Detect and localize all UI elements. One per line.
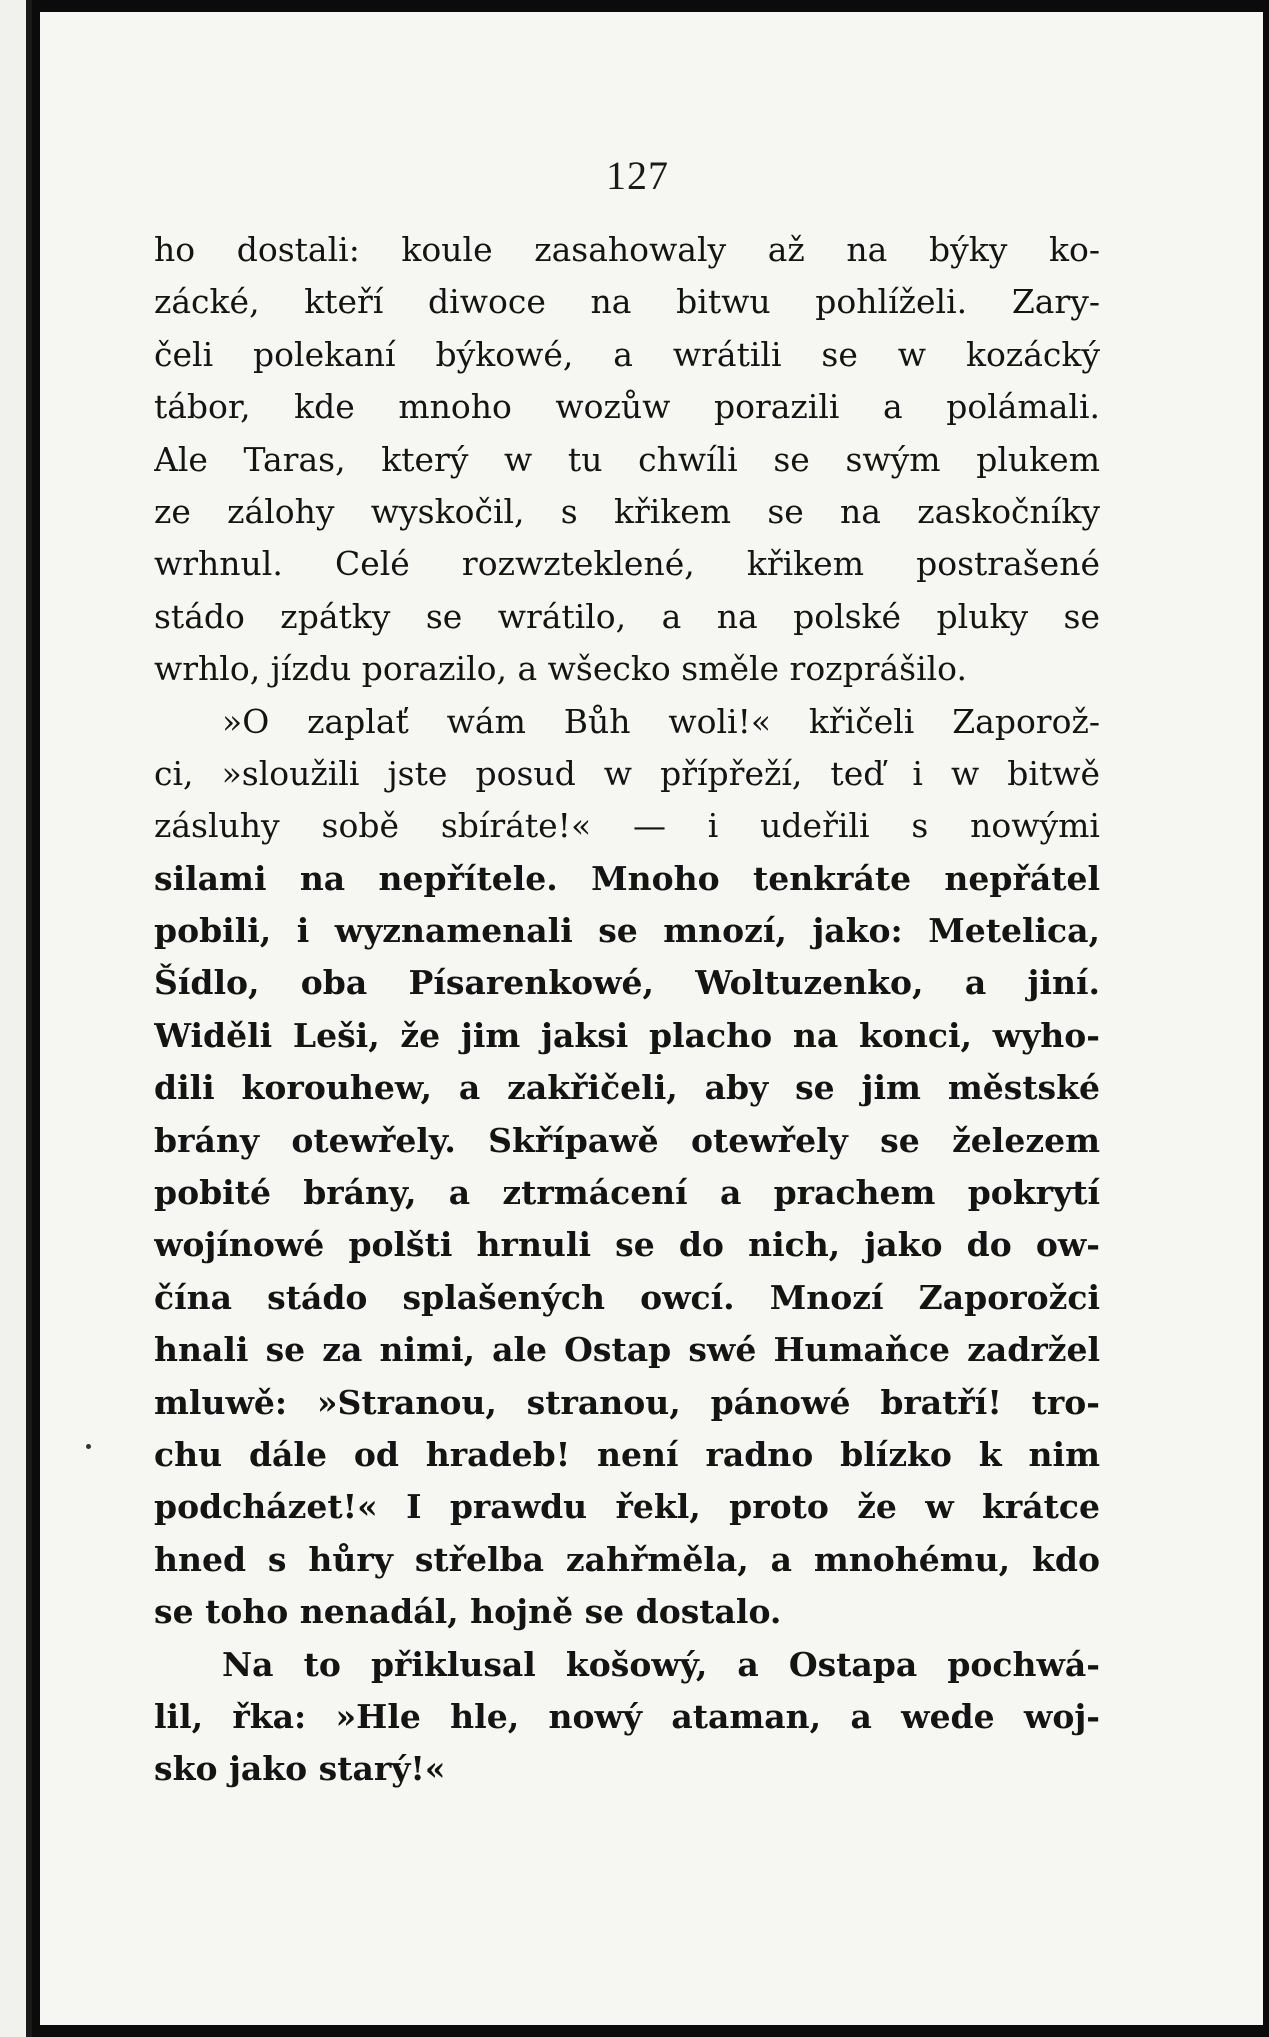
text-line: wrhlo, jízdu porazilo, a wšecko směle rozprášilo. bbox=[154, 649, 967, 689]
text-line: hnali se za nimi, ale Ostap swé Humaňce zadržel bbox=[154, 1330, 1100, 1370]
text-line: lil, řka: »Hle hle, nowý ataman, a wede woj- bbox=[154, 1696, 1100, 1736]
text-line: ci, »sloužili jste posud w přípřeží, teď i w bitwě bbox=[154, 753, 1100, 793]
text-line: chu dále od hradeb! není radno blízko k nim bbox=[154, 1434, 1100, 1474]
book-page bbox=[40, 12, 1263, 2025]
text-line: silami na nepřítele. Mnoho tenkráte nepřátel bbox=[154, 858, 1100, 898]
text-line: zásluhy sobě sbíráte!« — i udeřili s nowými bbox=[154, 806, 1100, 846]
text-line: Šídlo, oba Písarenkowé, Woltuzenko, a jiní. bbox=[154, 963, 1100, 1003]
text-line: dili korouhew, a zakřičeli, aby se jim městské bbox=[154, 1068, 1100, 1108]
text-line: ze zálohy wyskočil, s křikem se na zaskočníky bbox=[154, 491, 1100, 531]
text-line: podcházet!« I prawdu řekl, proto že w krátce bbox=[154, 1487, 1100, 1527]
text-line: mluwě: »Stranou, stranou, pánowé bratří! tro- bbox=[154, 1382, 1100, 1422]
text-line: čeli polekaní býkowé, a wrátili se w kozácký bbox=[154, 334, 1100, 374]
text-line: Ale Taras, který w tu chwíli se swým plukem bbox=[154, 439, 1100, 479]
text-line: »O zaplať wám Bůh woli!« křičeli Zaporož- bbox=[222, 701, 1100, 741]
ink-speck bbox=[86, 1444, 91, 1449]
text-line: stádo zpátky se wrátilo, a na polské pluky se bbox=[154, 596, 1100, 636]
text-line: Na to přiklusal košowý, a Ostapa pochwá- bbox=[222, 1644, 1100, 1684]
text-line: brány otewřely. Skřípawě otewřely se železem bbox=[154, 1120, 1100, 1160]
text-line: Widěli Leši, že jim jaksi placho na konci, wyho- bbox=[154, 1015, 1100, 1055]
text-line: čína stádo splašených owcí. Mnozí Zaporožci bbox=[154, 1277, 1100, 1317]
text-line: ho dostali: koule zasahowaly až na býky ko- bbox=[154, 230, 1100, 269]
page-number: 127 bbox=[606, 153, 669, 198]
text-line: zácké, kteří diwoce na bitwu pohlíželi. Zary- bbox=[154, 282, 1100, 322]
text-line: tábor, kde mnoho wozůw porazili a polámali. bbox=[154, 387, 1100, 427]
text-line: hned s hůry střelba zahřměla, a mnohému, kdo bbox=[154, 1539, 1100, 1579]
book-gutter bbox=[26, 0, 32, 2037]
text-line: se toho nenadál, hojně se dostalo. bbox=[154, 1592, 782, 1632]
text-line: wrhnul. Celé rozwzteklené, křikem postrašené bbox=[154, 544, 1100, 584]
text-line: pobité brány, a ztrmácení a prachem pokrytí bbox=[154, 1173, 1100, 1213]
text-line: pobili, i wyznamenali se mnozí, jako: Metelica, bbox=[154, 911, 1100, 951]
text-line: wojínowé polšti hrnuli se do nich, jako do ow- bbox=[154, 1225, 1100, 1265]
text-line: sko jako starý!« bbox=[154, 1749, 446, 1789]
body-text bbox=[154, 224, 1100, 1796]
